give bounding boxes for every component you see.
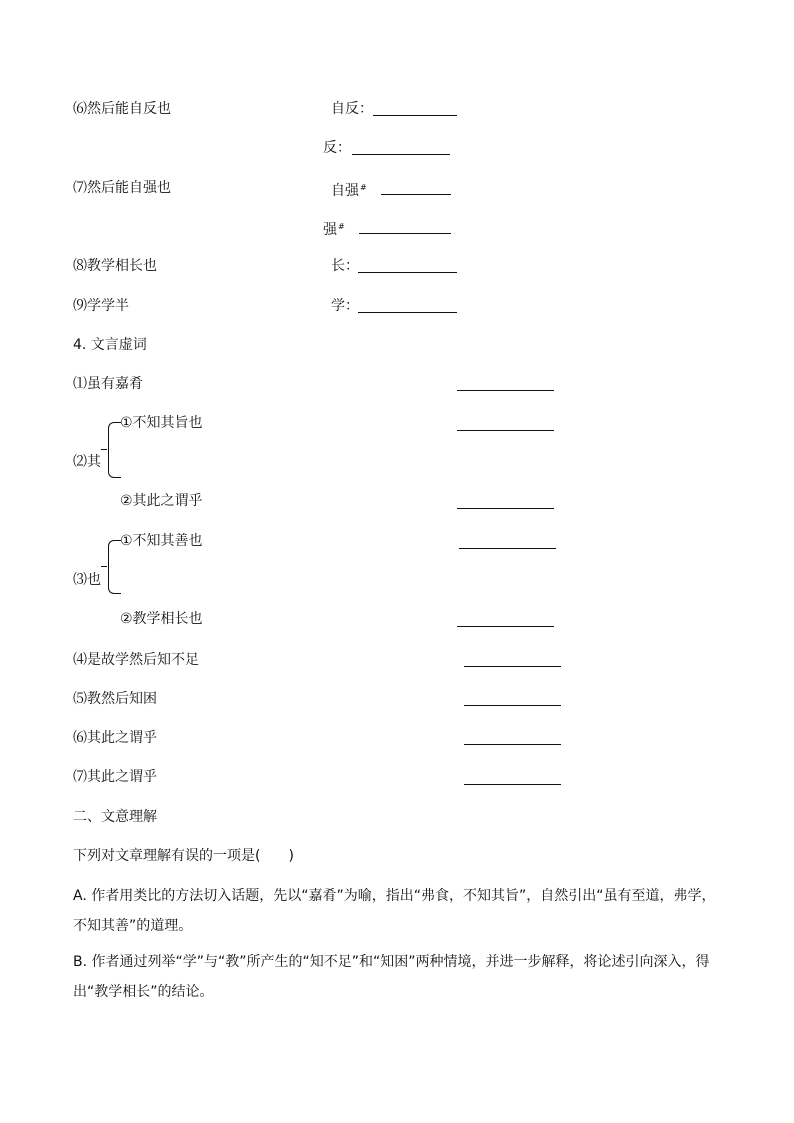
answer-blank[interactable]: [352, 154, 450, 155]
question-text: 下列对文章理解有误的一项是( ): [73, 848, 294, 864]
answer-blank[interactable]: [457, 626, 554, 627]
choice-option-b[interactable]: B. 作者通过列举“学”与“教”所产生的“知不足”和“知困”两种情境，并进一步解释，将论述引向深入，得出“教学相长”的结论。: [73, 954, 710, 1000]
choice-option-a[interactable]: A. 作者用类比的方法切入话题，先以“嘉肴”为喻，指出“弗食，不知其旨”，自然引出“虽有至道，弗学，不知其善”的道理。: [73, 888, 716, 934]
answer-blank[interactable]: [464, 784, 561, 785]
question-label: ⑼学学半: [73, 298, 129, 314]
sub-question-label: ②其此之谓乎: [120, 493, 203, 509]
question-label: ⑴虽有嘉肴: [73, 376, 143, 392]
answer-blank[interactable]: [464, 666, 561, 667]
answer-label: 自强#: [331, 183, 367, 199]
answer-blank[interactable]: [359, 233, 451, 234]
answer-blank[interactable]: [464, 705, 561, 706]
question-label: ⑹然后能自反也: [73, 101, 171, 117]
question-label: ⑸教然后知困: [73, 691, 157, 707]
sub-question-label: ①不知其旨也: [120, 415, 203, 431]
grouping-brace-tip: [101, 449, 107, 450]
answer-blank[interactable]: [381, 194, 451, 195]
section-heading: 4. 文言虚词: [73, 337, 147, 353]
answer-label: 自反：: [331, 101, 373, 117]
question-label: ⑷是故学然后知不足: [73, 652, 199, 668]
sub-question-label: ①不知其善也: [120, 533, 203, 549]
answer-blank[interactable]: [457, 430, 554, 431]
answer-blank[interactable]: [457, 508, 554, 509]
answer-label: 强#: [323, 222, 345, 238]
sub-question-label: ②教学相长也: [120, 611, 203, 627]
answer-blank[interactable]: [358, 312, 457, 313]
answer-blank[interactable]: [464, 744, 561, 745]
question-label: ⑵其: [73, 454, 101, 470]
answer-blank[interactable]: [358, 272, 457, 273]
question-label: ⑶也: [73, 572, 101, 588]
answer-label: 长：: [331, 258, 359, 274]
question-label: ⑻教学相长也: [73, 258, 157, 274]
question-label: ⑺其此之谓乎: [73, 769, 157, 785]
answer-blank[interactable]: [373, 115, 457, 116]
grouping-brace-tip: [101, 566, 107, 567]
answer-label: 反：: [323, 140, 351, 156]
question-label: ⑺然后能自强也: [73, 180, 171, 196]
answer-blank[interactable]: [457, 390, 554, 391]
question-label: ⑹其此之谓乎: [73, 730, 157, 746]
answer-blank[interactable]: [459, 548, 556, 549]
phonetic-mark: #: [338, 222, 345, 231]
phonetic-mark: #: [360, 183, 367, 192]
section-heading: 二、文意理解: [73, 809, 157, 825]
answer-label: 学：: [331, 298, 359, 314]
